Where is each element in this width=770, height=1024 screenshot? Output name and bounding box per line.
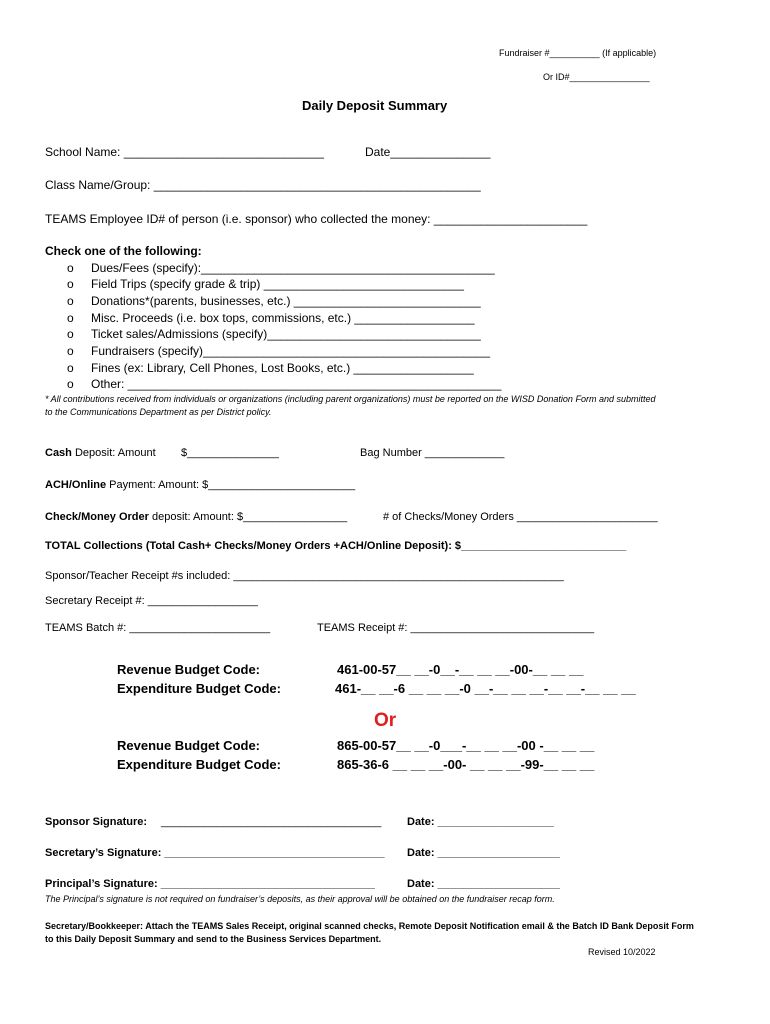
bullet-icon: o [67,361,74,375]
principal-note: The Principal’s signature is not required on fundraiser’s deposits, as their approval will be obtained on the fundraiser recap form. [45,894,555,904]
sponsor-date-field [407,816,554,828]
list-item [67,377,501,391]
date-field: Date_______________ [365,145,491,159]
list-item [67,361,474,375]
list-item-label: Fundraisers (specify)___________________________________________ [91,344,491,358]
bullet-icon: o [67,311,74,325]
ach-bold-label: ACH/Online [45,479,107,491]
principal-date-field [407,878,560,890]
sponsor-teacher-receipts-field: Sponsor/Teacher Receipt #s included: ______________________________________________________ [45,570,564,582]
ach-rest-label: Payment: Amount: $________________________ [106,479,356,491]
check-rest-label: deposit: Amount: $_________________ [148,511,348,523]
instructions-line2: to this Daily Deposit Summary and send to the Business Services Department. [45,934,382,944]
bullet-icon: o [67,344,74,358]
revenue-budget-code-label: Revenue Budget Code: [117,738,261,753]
list-item-label: Ticket sales/Admissions (specify)________________________________ [91,327,481,341]
num-checks-field: # of Checks/Money Orders _______________________ [383,511,658,523]
revised-date: Revised 10/2022 [588,947,656,957]
list-item-label: Dues/Fees (specify):____________________________________________ [91,261,495,275]
fundraiser-number-field: Fundraiser #__________ (If applicable) [499,48,657,58]
donation-note-line2: to the Communications Department as per District policy. [45,407,272,417]
revenue-budget-code-label: Revenue Budget Code: [117,662,261,677]
secretary-receipt-field: Secretary Receipt #: __________________ [45,595,258,607]
ach-payment-field [45,479,355,491]
school-name-field: School Name: ______________________________ [45,145,324,159]
principal-date-label: Date: ____________________ [407,878,560,890]
list-item [67,327,481,341]
bullet-icon: o [67,327,74,341]
cash-rest-label: Deposit: Amount [71,447,156,459]
or-id-field: Or ID#________________ [543,72,650,82]
sponsor-date-label: Date: ___________________ [407,816,554,828]
or-separator: Or [374,710,397,731]
list-item [67,344,490,358]
list-item-label: Donations*(parents, businesses, etc.) ____________________________ [91,294,481,308]
principal-signature-label: Principal’s Signature: ___________________________________ [45,878,375,890]
teams-receipt-field: TEAMS Receipt #: ______________________________ [317,622,595,634]
expenditure-budget-code-865: 865-36-6 __ __ __-00- __ __ __-99-__ __ __ [337,757,595,772]
donation-note-line1: * All contributions received from individuals or organizations (including parent organizations) must be reported on the WISD Donation Form and submitted [45,394,656,404]
bullet-icon: o [67,277,74,291]
secretary-signature-field [45,847,385,859]
bullet-icon: o [67,294,74,308]
list-item-label: Other: ________________________________________________________ [91,377,502,391]
revenue-budget-code-865: 865-00-57__ __-0___-__ __ __-00 -__ __ __ [337,738,595,753]
total-collections-field: TOTAL Collections (Total Cash+ Checks/Money Orders +ACH/Online Deposit): $___________________________ [45,540,627,552]
instructions-line1: Secretary/Bookkeeper: Attach the TEAMS Sales Receipt, original scanned checks, Remote Deposit Notification email & the Batch ID Bank Deposit Form [45,921,694,931]
principal-signature-field [45,878,375,890]
cash-deposit-label [45,447,156,459]
sponsor-signature-label: Sponsor Signature: [45,816,148,828]
secretary-date-label: Date: ____________________ [407,847,560,859]
revenue-budget-code-461: 461-00-57__ __-0__-__ __ __-00-__ __ __ [337,662,584,677]
list-item-label: Field Trips (specify grade & trip) ______________________________ [91,277,464,291]
class-name-field: Class Name/Group: _________________________________________________ [45,178,481,192]
list-item [67,261,495,275]
teams-batch-field: TEAMS Batch #: _______________________ [45,622,271,634]
bullet-icon: o [67,377,74,391]
bullet-icon: o [67,261,74,275]
check-deposit-field [45,511,347,523]
list-item [67,311,475,325]
cash-amount-field: $_______________ [181,447,279,459]
list-item-label: Fines (ex: Library, Cell Phones, Lost Books, etc.) __________________ [91,361,474,375]
expenditure-budget-code-461: 461-__ __-6 __ __ __-0 __-__ __ __-__ __-__ __ __ [335,681,636,696]
check-bold-label: Check/Money Order [45,511,149,523]
list-item [67,294,481,308]
check-one-heading: Check one of the following: [45,244,202,258]
list-item-label: Misc. Proceeds (i.e. box tops, commissions, etc.) __________________ [91,311,475,325]
expenditure-budget-code-label: Expenditure Budget Code: [117,757,281,772]
secretary-date-field [407,847,560,859]
sponsor-signature-line: ____________________________________ [161,816,382,828]
cash-bold-label: Cash [45,447,72,459]
secretary-signature-label: Secretary’s Signature: ____________________________________ [45,847,385,859]
bag-number-field: Bag Number _____________ [360,447,505,459]
expenditure-budget-code-label: Expenditure Budget Code: [117,681,281,696]
list-item [67,277,464,291]
teams-employee-field: TEAMS Employee ID# of person (i.e. sponsor) who collected the money: _______________________ [45,212,588,226]
page-title: Daily Deposit Summary [302,98,448,113]
